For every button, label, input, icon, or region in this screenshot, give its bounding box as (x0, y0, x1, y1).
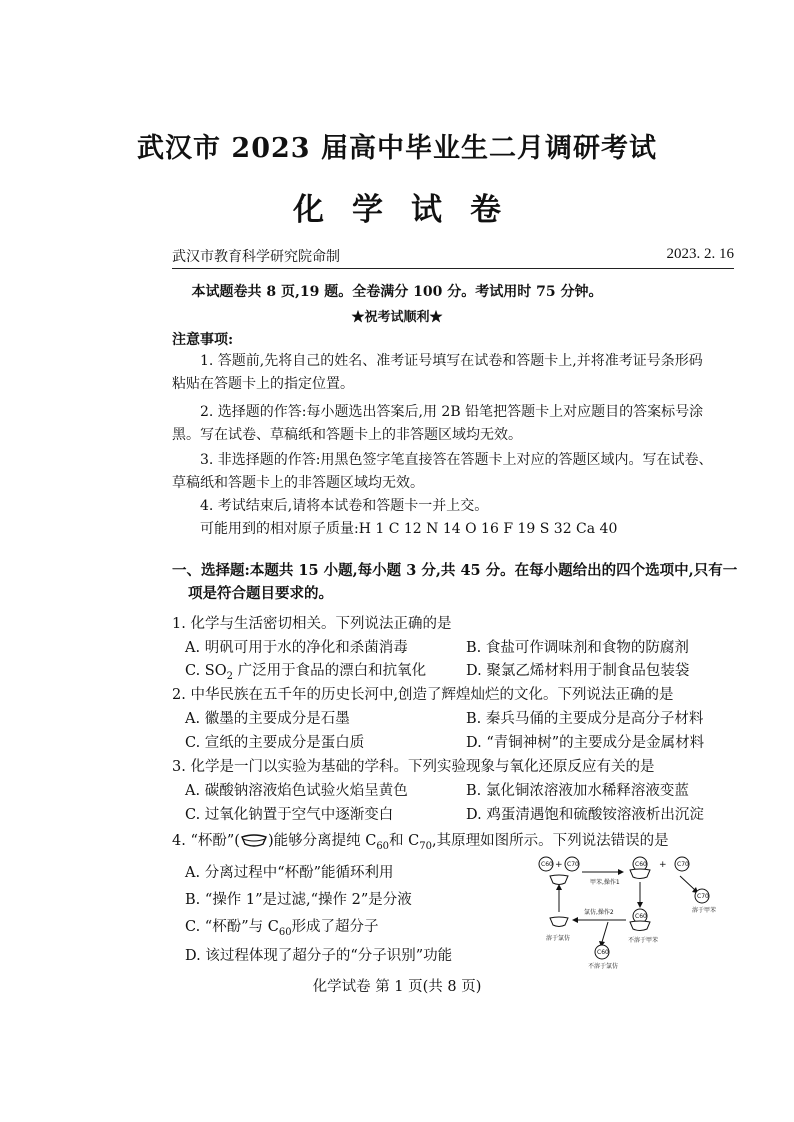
notice-heading: 注意事项: (172, 332, 234, 348)
separation-diagram (530, 850, 750, 970)
svg-text:溶于甲苯: 溶于甲苯 (692, 907, 717, 914)
svg-text:+: + (555, 860, 563, 870)
q1-option-d: D. 聚氯乙烯材料用于制食品包装袋 (466, 663, 690, 679)
svg-text:不溶于氯仿: 不溶于氯仿 (588, 963, 619, 970)
svg-text:溶于氯仿: 溶于氯仿 (546, 935, 571, 942)
q3-option-b: B. 氯化铜浓溶液加水稀释溶液变蓝 (466, 783, 689, 799)
q2-option-c: C. 宣纸的主要成分是蛋白质 (185, 735, 365, 751)
q4-option-b: B. “操作 1”是过滤,“操作 2”是分液 (185, 892, 412, 908)
q1-option-b: B. 食盐可作调味剂和食物的防腐剂 (466, 640, 689, 656)
notice-line: 黑。写在试卷、草稿纸和答题卡上的非答题区域均无效。 (172, 427, 522, 443)
question-3-stem: 3. 化学是一门以实验为基础的学科。下列实验现象与氧化还原反应有关的是 (172, 759, 655, 775)
question-2-stem: 2. 中华民族在五千年的历史长河中,创造了辉煌灿烂的文化。下列说法正确的是 (172, 687, 674, 703)
q4-option-d: D. 该过程体现了超分子的“分子识别”功能 (185, 948, 453, 964)
q1-option-c: C. $SO_2$ 广泛用于食品的漂白和抗氧化 (185, 663, 427, 682)
svg-text:C60: C60 (597, 949, 609, 956)
exam-summary: 本试题卷共 8 页,19 题。全卷满分 100 分。考试用时 75 分钟。 (191, 284, 603, 300)
meta-row (172, 246, 734, 269)
section-heading-line2: 项是符合题目要求的。 (188, 585, 333, 602)
q3-option-a: A. 碳酸钠溶液焰色试验火焰呈黄色 (185, 783, 408, 799)
svg-text:C60: C60 (635, 913, 647, 920)
svg-text:C70: C70 (567, 861, 579, 868)
q3-option-c: C. 过氧化钠置于空气中逐渐变白 (185, 807, 394, 823)
atomic-mass-line: 可能用到的相对原子质量:H 1 C 12 N 14 O 16 F 19 S 32 Ca 40 (200, 521, 618, 537)
question-1-stem: 1. 化学与生活密切相关。下列说法正确的是 (172, 616, 452, 632)
svg-text:甲苯,操作1: 甲苯,操作1 (590, 879, 620, 886)
svg-text:C60: C60 (635, 861, 647, 868)
q2-option-b: B. 秦兵马俑的主要成分是高分子材料 (466, 711, 704, 727)
svg-text:C60: C60 (541, 861, 553, 868)
page-footer: 化学试卷 第 1 页(共 8 页) (312, 979, 482, 995)
bowl-icon (550, 875, 568, 885)
q4-option-a: A. 分离过程中“杯酚”能循环利用 (185, 865, 394, 881)
section-heading-line1: 一、选择题:本题共 15 小题,每小题 3 分,共 45 分。在每小题给出的四个选项中,只有一 (172, 562, 738, 579)
blessing: ★祝考试顺利★ (351, 310, 443, 325)
notice-line: 草稿纸和答题卡上的非答题区域均无效。 (172, 475, 424, 491)
svg-text:氯仿,操作2: 氯仿,操作2 (584, 909, 614, 916)
exam-date: 2023. 2. 16 (666, 246, 734, 262)
notice-line: 3. 非选择题的作答:用黑色签字笔直接答在答题卡上对应的答题区域内。写在试卷、 (200, 452, 713, 468)
svg-text:C70: C70 (677, 861, 689, 868)
notice-line: 2. 选择题的作答:每小题选出答案后,用 2B 铅笔把答题卡上对应题目的答案标号涂 (200, 404, 704, 420)
svg-text:不溶于甲苯: 不溶于甲苯 (628, 937, 659, 944)
section-heading (172, 559, 742, 605)
q4-option-c: C. “杯酚”与 $C_{60}$形成了超分子 (185, 919, 379, 938)
publisher: 武汉市教育科学研究院命制 (172, 249, 340, 265)
svg-text:C70: C70 (697, 893, 709, 900)
q2-option-a: A. 徽墨的主要成分是石墨 (185, 711, 350, 727)
notice-line: 4. 考试结束后,请将本试卷和答题卡一并上交。 (200, 498, 489, 514)
subject-title: 化学试卷 (293, 192, 529, 228)
calixarene-bowl-icon (240, 834, 268, 848)
question-4-stem: 4. “杯酚”( )能够分离提纯 $C_{60}$和 $C_{70}$,其原理如图所示。下列说法错误的是 (172, 833, 669, 852)
q1-option-a: A. 明矾可用于水的净化和杀菌消毒 (185, 640, 408, 656)
notice-line: 粘贴在答题卡上的指定位置。 (172, 376, 354, 392)
q3-option-d: D. 鸡蛋清遇饱和硫酸铵溶液析出沉淀 (466, 807, 704, 823)
exam-title: 武汉市 2023 届高中毕业生二月调研考试 (137, 133, 657, 164)
q2-option-d: D. “青铜神树”的主要成分是金属材料 (466, 735, 705, 751)
svg-text:+: + (659, 860, 667, 870)
notice-line: 1. 答题前,先将自己的姓名、准考证号填写在试卷和答题卡上,并将准考证号条形码 (200, 353, 703, 369)
